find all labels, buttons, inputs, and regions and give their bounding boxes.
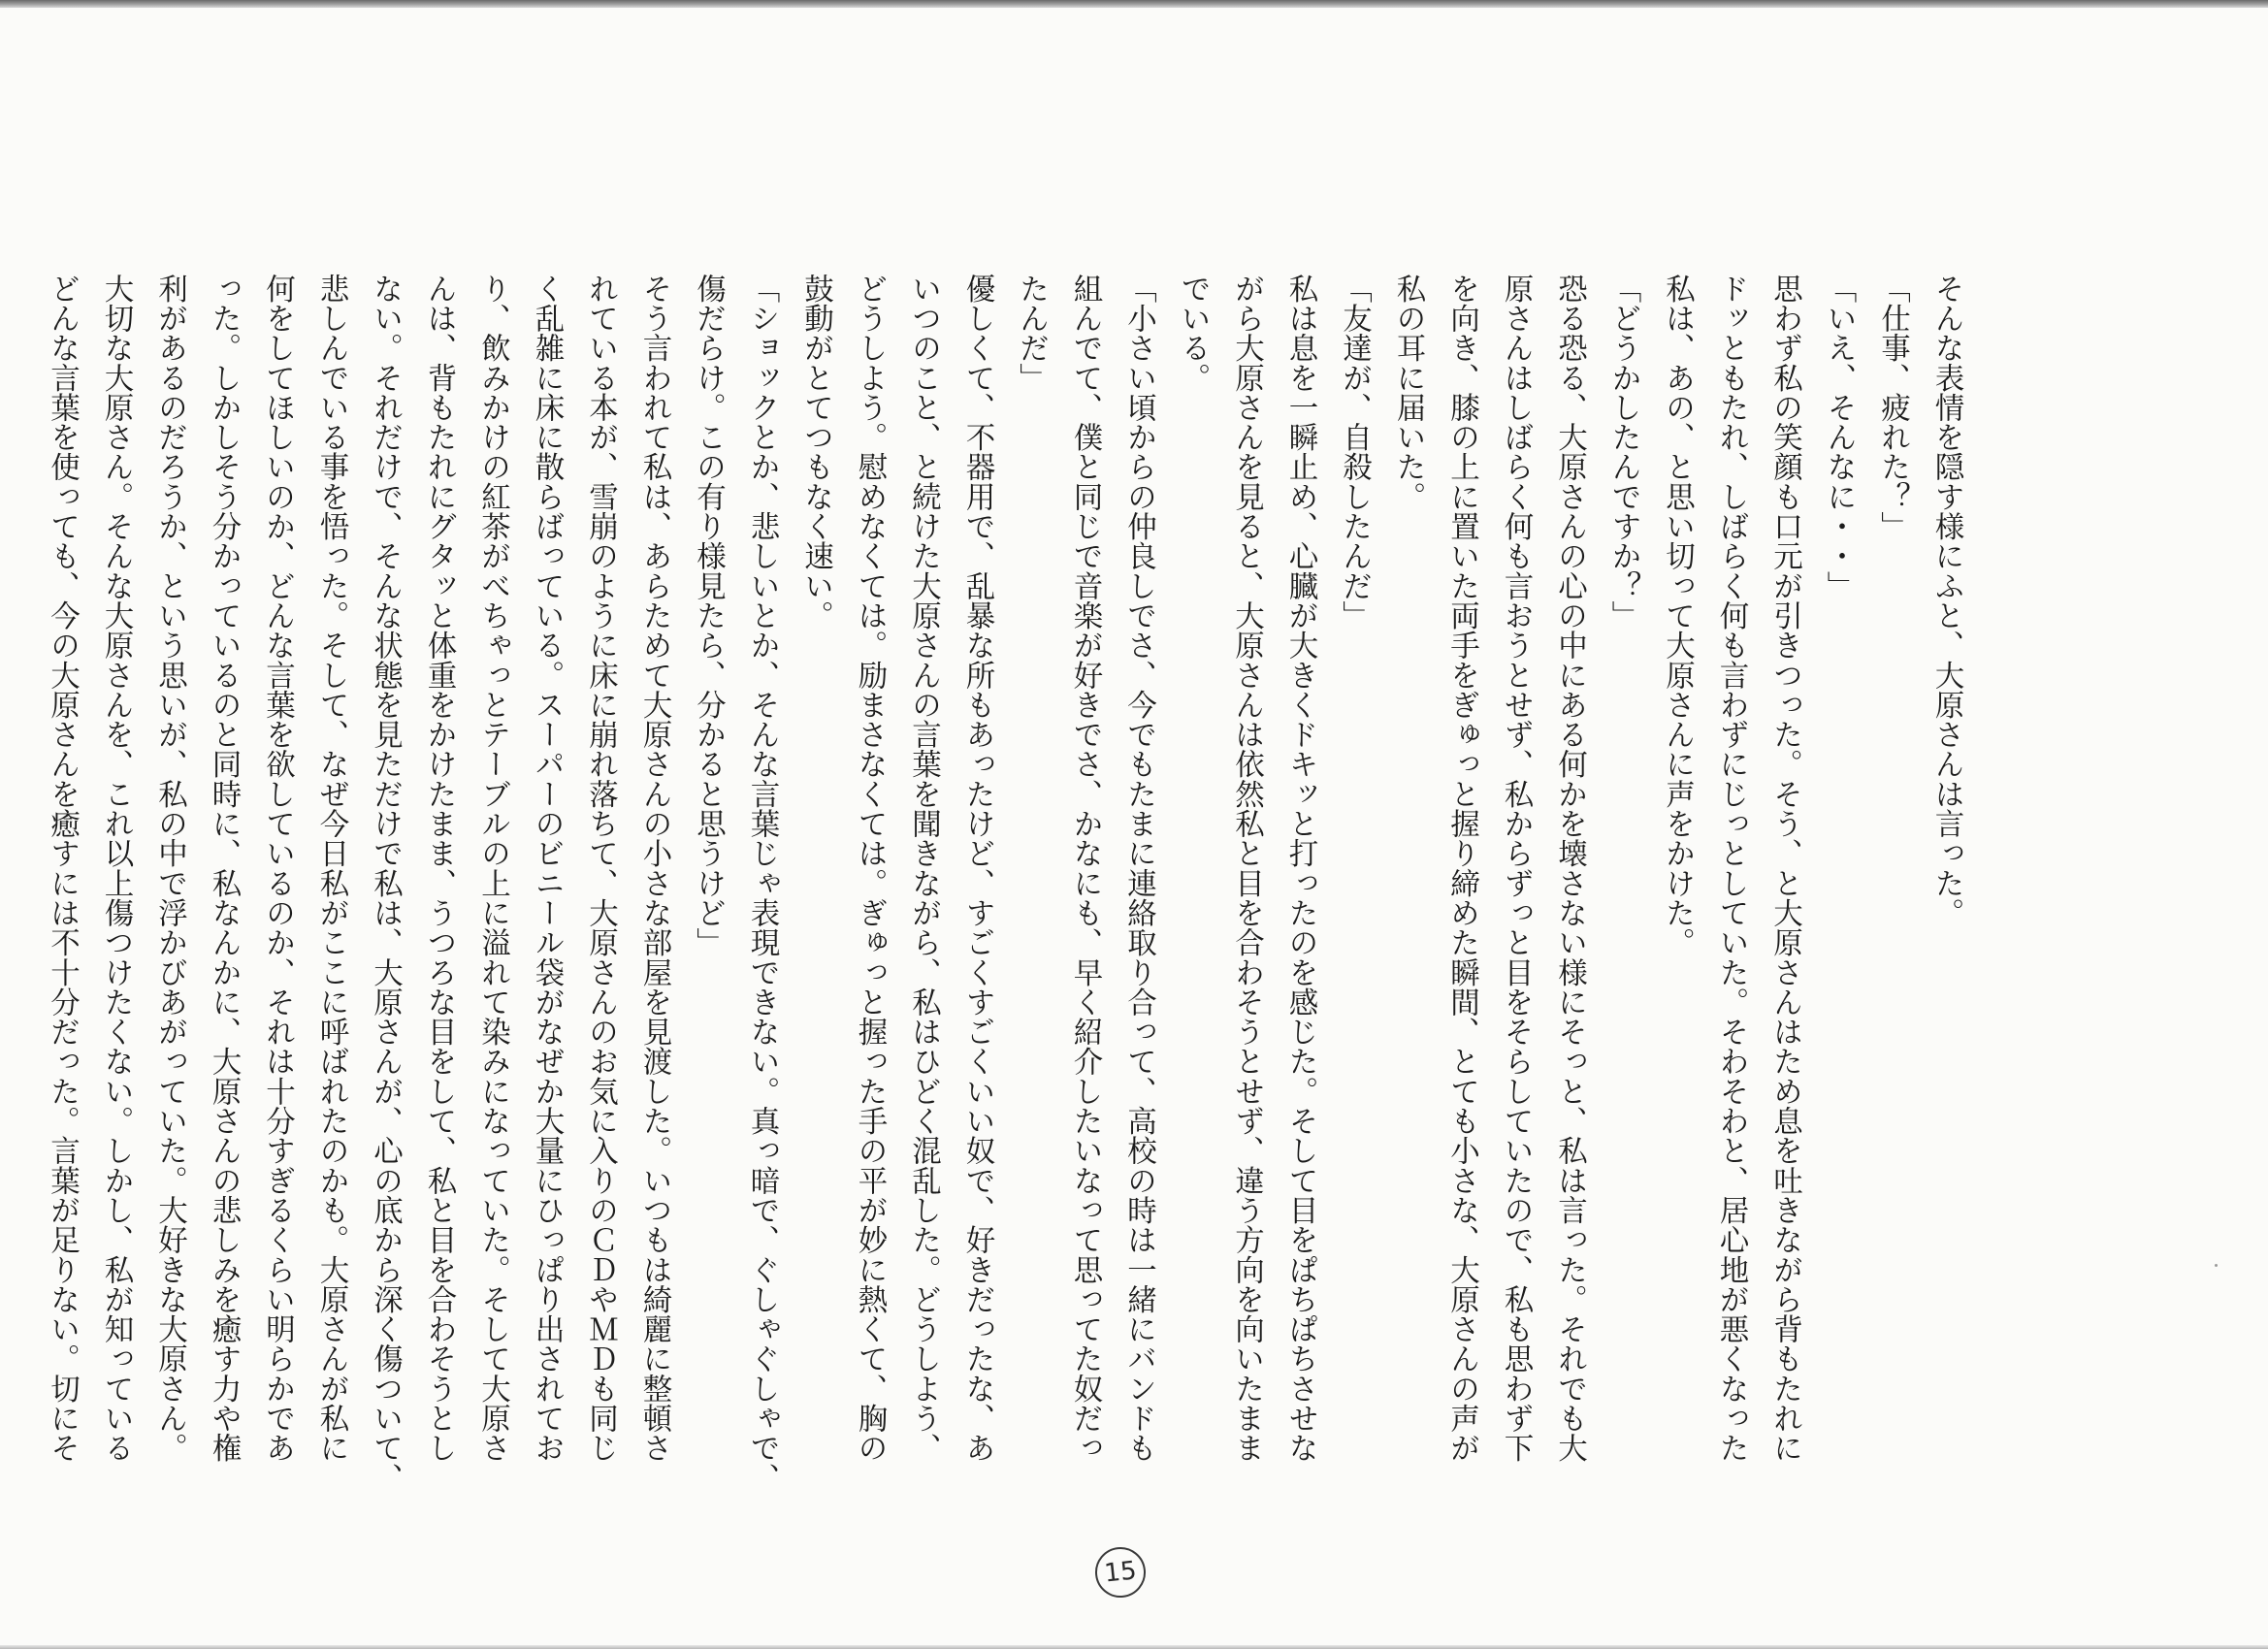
text-line: った。しかしそう分かっているのと同時に、私なんかに、大原さんの悲しみを癒す力や権: [207, 274, 241, 1463]
text-line: 大切な大原さん。そんな大原さんを、これ以上傷つけたくない。しかし、私が知っている: [99, 274, 133, 1463]
scan-speck: [2215, 1264, 2218, 1267]
text-line: でいる。: [1176, 274, 1210, 393]
text-line: 利があるのだろうか、という思いが、私の中で浮かびあがっていた。大好きな大原さん。: [152, 274, 187, 1463]
text-line: 傷だらけ。この有り様見たら、分かると思うけど」: [691, 274, 726, 957]
text-line: 私の耳に届いた。: [1391, 274, 1425, 512]
text-line: 「ショックとか、悲しいとか、そんな言葉じゃ表現できない。真っ暗で、ぐしゃぐしゃで、: [745, 274, 779, 1493]
text-line: たんだ」: [1014, 274, 1049, 393]
text-line: 私は、あの、と思い切って大原さんに声をかけた。: [1660, 274, 1695, 957]
text-line: 「小さい頃からの仲良しでさ、今でもたまに連絡取り合って、高校の時は一緒にバンドも: [1121, 274, 1156, 1463]
text-line: く乱雑に床に散らばっている。スーパーのビニール袋がなぜか大量にひっぱり出されてお: [530, 274, 564, 1463]
text-line: 悲しんでいる事を悟った。そして、なぜ今日私がここに呼ばれたのかも。大原さんが私に: [314, 274, 348, 1463]
text-line: 恐る恐る、大原さんの心の中にある何かを壊さない様にそっと、私は言った。それでも大: [1552, 274, 1587, 1463]
text-line: そんな表情を隠す様にふと、大原さんは言った。: [1929, 274, 1963, 928]
text-line: 組んでて、僕と同じで音楽が好きでさ、かなにも、早く紹介したいなって思ってた奴だっ: [1068, 274, 1102, 1463]
text-line: んは、背もたれにグタッと体重をかけたまま、うつろな目をして、私と目を合わそうとし: [422, 274, 456, 1463]
text-line: そう言われて私は、あらためて大原さんの小さな部屋を見渡した。いつもは綺麗に整頓さ: [637, 274, 671, 1463]
text-line: れている本が、雪崩のように床に崩れ落ちて、大原さんのお気に入りのＣＤやＭＤも同じ: [583, 274, 618, 1463]
text-line: 「いえ、そんなに・・」: [1822, 274, 1856, 601]
text-line: どうしよう。慰めなくては。励まさなくては。ぎゅっと握った手の平が妙に熱くて、胸の: [853, 274, 887, 1463]
text-line: 思わず私の笑顔も口元が引きつった。そう、と大原さんはため息を吐きながら背もたれに: [1767, 274, 1802, 1463]
text-line: り、飲みかけの紅茶がべちゃっとテーブルの上に溢れて染みになっていた。そして大原さ: [475, 274, 510, 1463]
text-line: がら大原さんを見ると、大原さんは依然私と目を合わそうとせず、違う方向を向いたまま: [1229, 274, 1264, 1463]
text-line: 「仕事、疲れた？」: [1875, 274, 1910, 541]
text-line: 何をしてほしいのか、どんな言葉を欲しているのか、それは十分すぎるくらい明らかであ: [260, 274, 295, 1463]
novel-body-text: [45, 274, 1973, 1493]
text-line: 私は息を一瞬止め、心臓が大きくドキッと打ったのを感じた。そして目をぱちぱちさせな: [1283, 274, 1317, 1463]
text-line: 「どうかしたんですか？」: [1606, 274, 1640, 630]
text-line: 「友達が、自殺したんだ」: [1337, 274, 1372, 630]
text-line: どんな言葉を使っても、今の大原さんを癒すには不十分だった。言葉が足りない。切にそ: [45, 274, 80, 1463]
page-number: 15: [1092, 1544, 1148, 1600]
text-line: いつのこと、と続けた大原さんの言葉を聞きながら、私はひどく混乱した。どうしよう、: [906, 274, 941, 1463]
text-line: ない。それだけで、そんな状態を見ただけで私は、大原さんが、心の底から深く傷ついて、: [368, 274, 403, 1493]
text-line: 優しくて、不器用で、乱暴な所もあったけど、すごくすごくいい奴で、好きだったな、あ: [960, 274, 994, 1463]
text-line: ドッともたれ、しばらく何も言わずにじっとしていた。そわそわと、居心地が悪くなった: [1714, 274, 1748, 1463]
scan-bottom-edge: [0, 1645, 2268, 1649]
text-line: 原さんはしばらく何も言おうとせず、私からずっと目をそらしていたので、私も思わず下: [1499, 274, 1533, 1463]
scan-top-edge: [0, 0, 2268, 8]
text-line: 鼓動がとてつもなく速い。: [798, 274, 833, 630]
text-line: を向き、膝の上に置いた両手をぎゅっと握り締めた瞬間、とても小さな、大原さんの声が: [1444, 274, 1479, 1463]
